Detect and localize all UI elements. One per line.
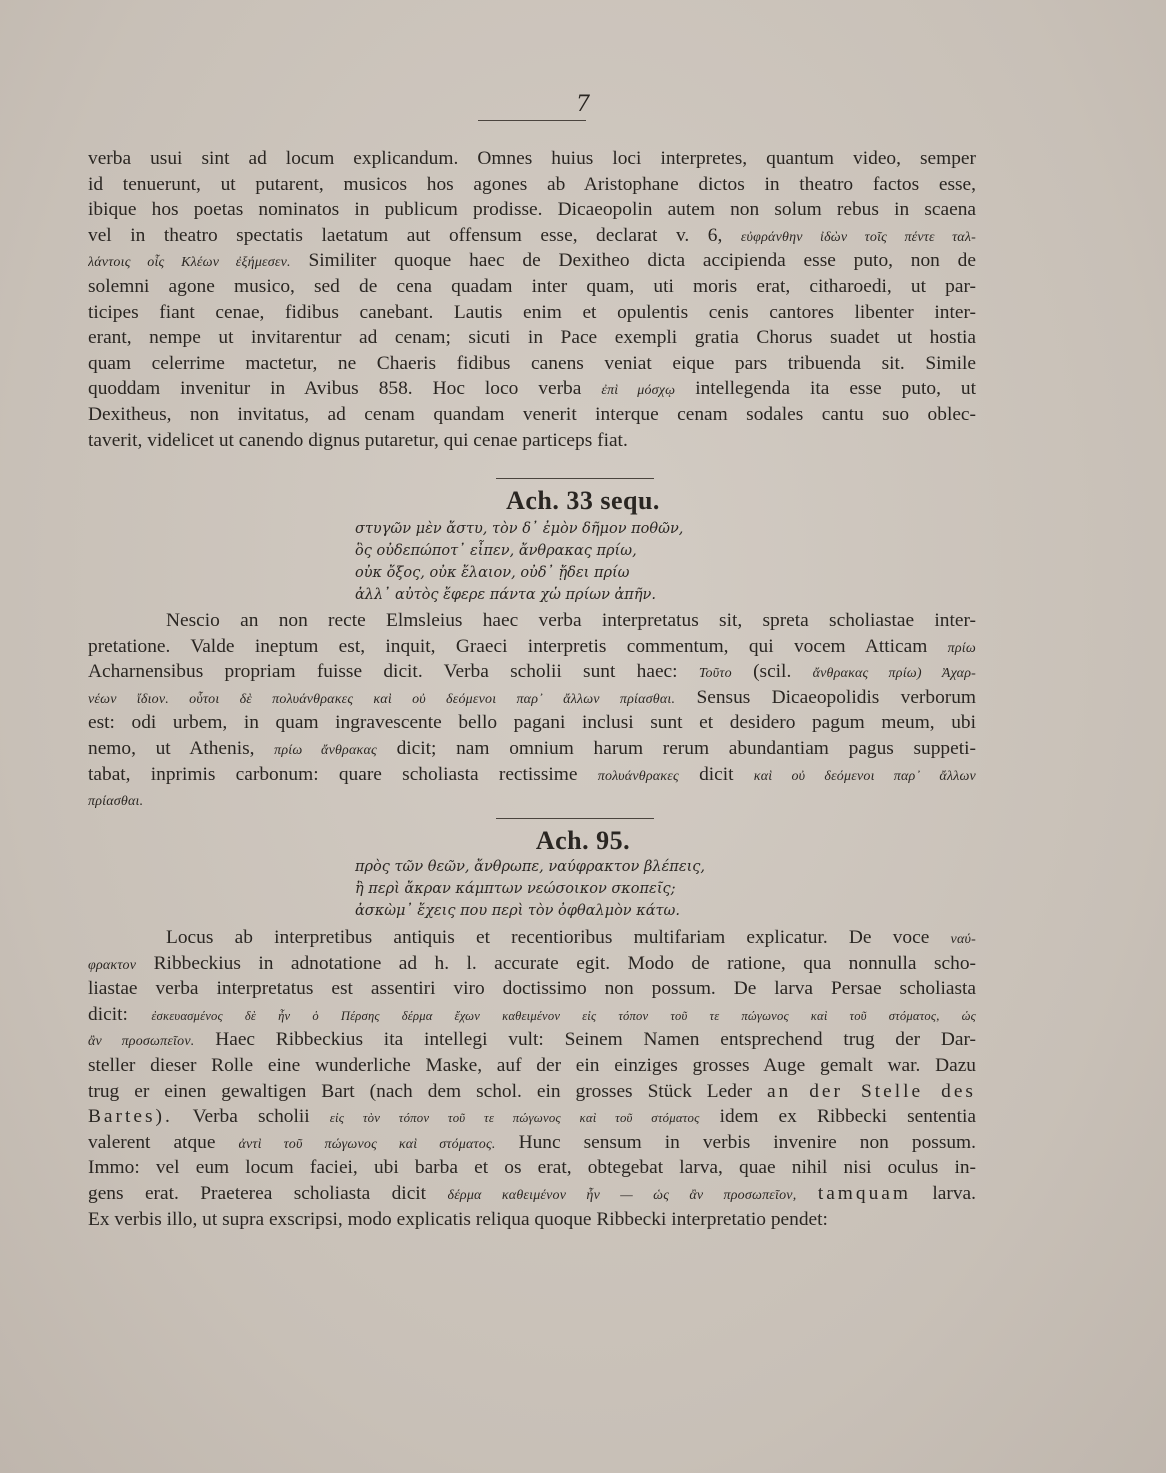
- section-rule: [496, 478, 654, 479]
- verse-line: οὐκ ὄξος, οὐκ ἔλαιον, οὐδ᾽ ᾔδει πρίω: [355, 565, 630, 581]
- text-line: gens erat. Praeterea scholiasta dicit δέρμα καθειμένον ἦν — ὡς ἂν προσωπεῖον, tamquam larva.: [88, 1182, 976, 1204]
- text-line: Acharnensibus propriam fuisse dicit. Verba scholii sunt haec: Τοῦτο (scil. ἄνθρακας πρίω) Ἀχαρ-: [88, 661, 976, 683]
- text-line: nemo, ut Athenis, πρίω ἄνθρακας dicit; nam omnium harum rerum abundantiam pagus suppeti-: [88, 737, 976, 759]
- text-line: quoddam invenitur in Avibus 858. Hoc loco verba ἐπὶ μόσχῳ intellegenda ita esse puto, ut: [88, 378, 976, 400]
- text-line: Bartes). Verba scholii εἰς τὸν τόπον τοῦ τε πώγωνος καὶ τοῦ στόματος idem ex Ribbecki sententia: [88, 1106, 976, 1128]
- text-line: φρακτον Ribbeckius in adnotatione ad h. l. accurate egit. Modo de ratione, qua nonnulla scho-: [88, 952, 976, 974]
- verse-line: ὃς οὐδεπώποτ᾽ εἶπεν, ἄνθρακας πρίω,: [355, 543, 637, 559]
- page-number: 7: [576, 92, 590, 117]
- text-line: valerent atque ἀντὶ τοῦ πώγωνος καὶ στόματος. Hunc sensum in verbis invenire non possum.: [88, 1131, 976, 1153]
- text-line: verba usui sint ad locum explicandum. Omnes huius loci interpretes, quantum video, semper: [88, 148, 976, 169]
- text-line: steller dieser Rolle eine wunderliche Maske, auf der ein einziges grosses Auge gemalt war. Dazu: [88, 1054, 976, 1076]
- text-line: Dexitheus, non invitatus, ad cenam quandam venerit interque cenam sodales cantu suo oblec-: [88, 403, 976, 425]
- verse-line: ἀλλ᾽ αὐτὸς ἔφερε πάντα χὡ πρίων ἀπῆν.: [355, 587, 656, 603]
- verse-quote: [355, 518, 915, 606]
- text-line: ἂν προσωπεῖον. Haec Ribbeckius ita intellegi vult: Seinem Namen entsprechend trug der Dar-: [88, 1029, 976, 1051]
- verse-quote: [355, 856, 915, 922]
- text-line: trug er einen gewaltigen Bart (nach dem schol. ein grosses Stück Leder an der Stelle des: [88, 1080, 976, 1102]
- text-line: ibique hos poetas nominatos in publicum prodisse. Dicaeopolin autem non solum rebus in scaena: [88, 199, 976, 221]
- text-line: dicit: ἐσκευασμένος δὲ ἦν ὁ Πέρσης δέρμα ἔχων καθειμένον εἰς τόπον τοῦ τε πώγωνος καὶ τοῦ στόματος, ὡς: [88, 1003, 976, 1025]
- greek-quote: ἐπὶ μόσχῳ: [601, 383, 676, 399]
- text-line: erant, nempe ut invitarentur ad cenam; sicuti in Pace exempli gratia Chorus suadet ut hostia: [88, 327, 976, 349]
- text-line: Immo: vel eum locum faciei, ubi barba et os erat, obtegebat larva, quae nihil nisi oculus in-: [88, 1157, 976, 1179]
- text-line: λάντοις οἷς Κλέων ἐξήμεσεν. Similiter quoque haec de Dexitheo dicta accipienda esse puto, non de: [88, 250, 976, 272]
- text-line: taverit, videlicet ut canendo dignus putaretur, qui cenae particeps fiat.: [88, 429, 628, 451]
- text-line: Ex verbis illo, ut supra exscripsi, modo explicatis reliqua quoque Ribbecki interpretatio pendet:: [88, 1208, 828, 1230]
- text-line: pretatione. Valde ineptum est, inquit, Graeci interpretis commentum, qui vocem Atticam πρίω: [88, 635, 976, 657]
- text-line: liastae verba interpretatus est assentiri viro doctissimo non possum. De larva Persae scholiasta: [88, 978, 976, 1000]
- text-line: est: odi urbem, in quam ingravescente bello pagani inclusi sunt et desidero pagum meum, ubi: [88, 712, 976, 734]
- text-line: tabat, inprimis carbonum: quare scholiasta rectissime πολυάνθρακες dicit καὶ οὐ δεόμενοι παρ᾽ ἄλλων: [88, 763, 976, 785]
- text-line: νέων ἴδιον. οὗτοι δὲ πολυάνθρακες καὶ οὐ δεόμενοι παρ᾽ ἄλλων πρίασθαι. Sensus Dicaeopolidis verborum: [88, 686, 976, 708]
- text-line: πρίασθαι.: [88, 794, 144, 810]
- paragraph-1: [88, 146, 976, 453]
- verse-line: στυγῶν μὲν ἄστυ, τὸν δ᾽ ἐμὸν δῆμον ποθῶν,: [355, 521, 684, 537]
- paragraph-3: [88, 925, 976, 1232]
- text-line: Nescio an non recte Elmsleius haec verba interpretatus sit, spreta scholiastae inter-: [166, 610, 976, 631]
- paragraph-2: [88, 608, 976, 813]
- verse-line: ἀσκὼμ᾽ ἔχεις που περὶ τὸν ὀφθαλμὸν κάτω.: [355, 903, 680, 919]
- text-line: Locus ab interpretibus antiquis et recentioribus multifariam explicatur. De voce ναύ-: [166, 927, 976, 948]
- text-line: solemni agone musico, sed de cena quadam inter quam, uti moris erat, citharoedi, ut par-: [88, 275, 976, 297]
- section-rule: [496, 818, 654, 819]
- section-heading: Ach. 33 sequ.: [506, 486, 660, 515]
- verse-line: πρὸς τῶν θεῶν, ἄνθρωπε, ναύφρακτον βλέπεις,: [355, 859, 706, 875]
- section-heading: Ach. 95.: [535, 826, 631, 855]
- greek-quote: λάντοις οἷς Κλέων ἐξήμεσεν.: [88, 255, 291, 271]
- text-line: vel in theatro spectatis laetatum aut offensum esse, declarat v. 6, εὐφράνθην ἰδὼν τοῖς πέντε ταλ-: [88, 224, 976, 246]
- greek-quote: εὐφράνθην ἰδὼν τοῖς πέντε ταλ-: [740, 229, 976, 245]
- text-line: id tenuerunt, ut putarent, musicos hos agones ab Aristophane dictos in theatro factos esse,: [88, 173, 976, 195]
- text-line: ticipes fiant cenae, fidibus canebant. Lautis enim et opulentis cenis cantores libenter inter-: [88, 301, 976, 323]
- header-rule: [478, 120, 586, 121]
- verse-line: ἢ περὶ ἄκραν κάμπτων νεώσοικον σκοπεῖς;: [355, 881, 676, 897]
- text-line: quam celerrime mactetur, ne Chaeris fidibus canens veniat eique pars tribuenda sit. Simile: [88, 352, 976, 374]
